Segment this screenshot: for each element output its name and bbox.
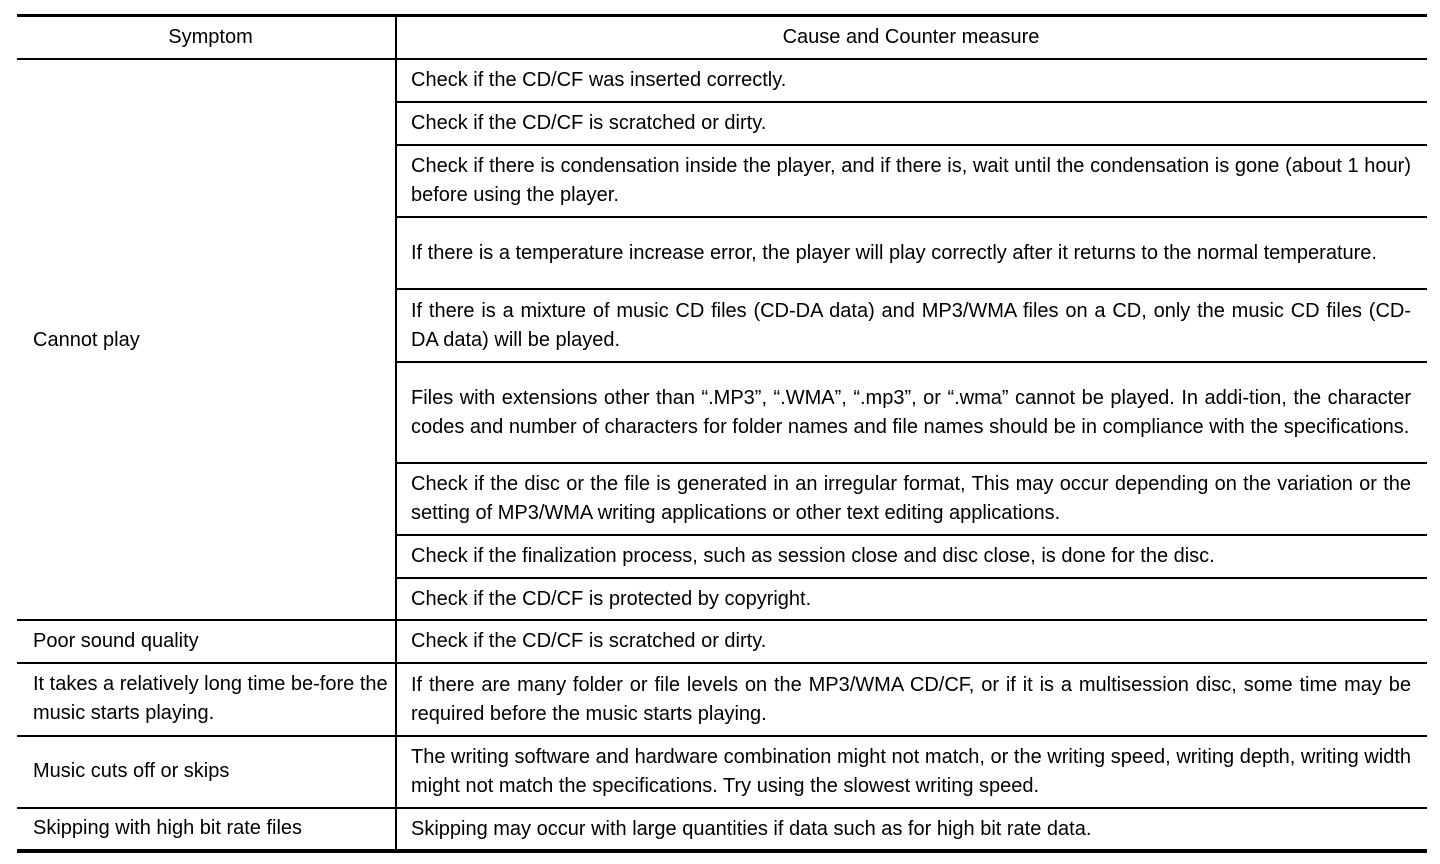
symptom-cell: Music cuts off or skips [33,760,230,782]
symptom-cell: Skipping with high bit rate files [33,817,303,839]
table-bottom-border [17,849,1427,853]
symptom-cell: Cannot play [33,328,140,351]
cause-cell: Files with extensions other than “.MP3”, “.WMA”, “.mp3”, or “.wma” cannot be played. In addi-tion, the character codes and number of characters for folder names and file names should be in compliance with the specifications. [411,386,1411,438]
cause-cell: The writing software and hardware combination might not match, or the writing speed, writing depth, writing width might not match the specifications. Try using the slowest writing speed. [411,746,1411,797]
cause-cell: Check if the CD/CF is scratched or dirty. [411,630,767,652]
cause-cell: If there is a temperature increase error, the player will play correctly after it returns to the normal temperature. [411,241,1377,264]
column-divider [395,17,397,851]
cause-cell: Check if the CD/CF is protected by copyright. [411,587,812,610]
cause-cell: Check if the CD/CF was inserted correctly. [411,69,787,91]
troubleshooting-table [17,14,1427,853]
header-symptom: Symptom [168,26,253,48]
cause-cell: Check if the disc or the file is generated in an irregular format, This may occur depending on the variation or the setting of MP3/WMA writing applications or other text editing applications. [411,473,1411,524]
cause-cell: If there are many folder or file levels on the MP3/WMA CD/CF, or if it is a multisession disc, some time may be required before the music starts playing. [411,673,1411,725]
symptom-cell: Poor sound quality [33,630,199,652]
cause-cell: Check if the CD/CF is scratched or dirty. [411,112,767,134]
cause-cell: Skipping may occur with large quantities if data such as for high bit rate data. [411,817,1092,840]
cause-cell: Check if the finalization process, such as session close and disc close, is done for the disc. [411,545,1215,567]
cause-cell: Check if there is condensation inside the player, and if there is, wait until the condensation is gone (about 1 hour) before using the player. [411,155,1411,206]
cause-cell: If there is a mixture of music CD files (CD-DA data) and MP3/WMA files on a CD, only the music CD files (CD-DA data) will be played. [411,299,1411,351]
header-cause: Cause and Counter measure [782,26,1040,48]
symptom-cell: It takes a relatively long time be-fore the music starts playing. [33,673,388,724]
